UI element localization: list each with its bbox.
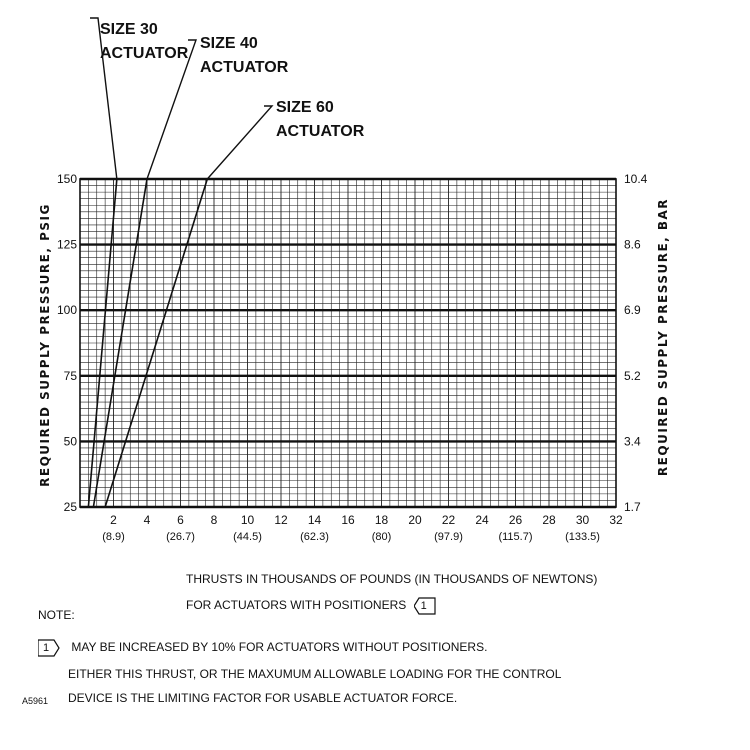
y-tick-label: 50	[63, 434, 77, 449]
x-tick-label: 12	[274, 513, 288, 527]
x-axis-caption-line-2	[186, 596, 436, 615]
y-tick-label: 125	[56, 237, 77, 252]
x-tick-sublabel: (80)	[371, 531, 392, 543]
note-marker	[414, 597, 436, 615]
note-text-1: MAY BE INCREASED BY 10% FOR ACTUATORS WITHOUT POSITIONERS.	[71, 640, 488, 654]
y2-tick-label: 6.9	[624, 303, 641, 318]
y-tick-label: 150	[56, 172, 77, 186]
series-label: SIZE 60	[276, 99, 334, 116]
x-tick-label: 24	[475, 513, 489, 527]
x-tick-label: 4	[143, 513, 151, 527]
x-tick-labels	[102, 513, 623, 543]
x-axis-caption-text: FOR ACTUATORS WITH POSITIONERS	[186, 598, 407, 612]
x-tick-label: 28	[542, 513, 556, 527]
y2-tick-label: 1.7	[624, 500, 641, 514]
x-tick-sublabel: (133.5)	[565, 531, 600, 543]
x-tick-sublabel: (8.9)	[102, 531, 125, 543]
series-leader-line	[207, 106, 272, 179]
series-label: ACTUATOR	[276, 123, 365, 140]
x-tick-label: 10	[240, 513, 255, 527]
x-tick-label: 32	[609, 513, 623, 527]
x-tick-label: 6	[177, 513, 184, 527]
minor-gridlines	[80, 179, 616, 507]
x-tick-label: 16	[341, 513, 355, 527]
y-axis-title: REQUIRED SUPPLY PRESSURE, PSIG	[38, 203, 52, 487]
y-tick-label: 25	[63, 500, 77, 514]
x-tick-sublabel: (115.7)	[498, 531, 533, 543]
x-tick-sublabel: (44.5)	[233, 531, 262, 543]
x-tick-sublabel: (62.3)	[300, 531, 329, 543]
x-tick-label: 14	[307, 513, 322, 527]
x-axis-caption-line-1: THRUSTS IN THOUSANDS OF POUNDS (IN THOUSANDS OF NEWTONS)	[186, 572, 598, 586]
y2-tick-label: 8.6	[624, 237, 641, 252]
note-marker	[38, 639, 60, 657]
y2-tick-label: 10.4	[624, 172, 648, 186]
note-line-1	[38, 638, 487, 657]
note-heading: NOTE:	[38, 608, 75, 622]
y-tick-label: 75	[63, 368, 77, 383]
x-tick-label: 8	[210, 513, 218, 527]
x-tick-label: 18	[374, 513, 389, 527]
note-line-3: DEVICE IS THE LIMITING FACTOR FOR USABLE ACTUATOR FORCE.	[68, 691, 458, 705]
y2-tick-label: 3.4	[624, 434, 641, 449]
y-tick-labels	[57, 172, 77, 514]
x-tick-sublabel: (26.7)	[166, 531, 195, 543]
figure-code: A5961	[22, 696, 49, 706]
note-marker-number: 1	[43, 641, 50, 654]
series-label: ACTUATOR	[100, 45, 189, 62]
y-tick-label: 100	[56, 303, 77, 318]
x-tick-label: 20	[408, 513, 422, 527]
y2-tick-label: 5.2	[624, 368, 641, 383]
note-marker-number: 1	[420, 599, 427, 612]
series-labels	[100, 21, 365, 140]
note-line-2: EITHER THIS THRUST, OR THE MAXUMUM ALLOWABLE LOADING FOR THE CONTROL	[68, 667, 562, 681]
x-tick-label: 26	[508, 513, 523, 527]
y2-axis-title: REQUIRED SUPPLY PRESSURE, BAR	[656, 197, 670, 477]
x-tick-label: 2	[110, 513, 117, 527]
series-label: ACTUATOR	[200, 59, 289, 76]
series-label: SIZE 40	[200, 35, 258, 52]
y2-tick-labels	[624, 172, 648, 514]
series-label: SIZE 30	[100, 21, 158, 38]
x-tick-label: 22	[441, 513, 456, 527]
x-tick-label: 30	[575, 513, 590, 527]
x-tick-sublabel: (97.9)	[434, 531, 463, 543]
series-leader-line	[90, 18, 117, 179]
